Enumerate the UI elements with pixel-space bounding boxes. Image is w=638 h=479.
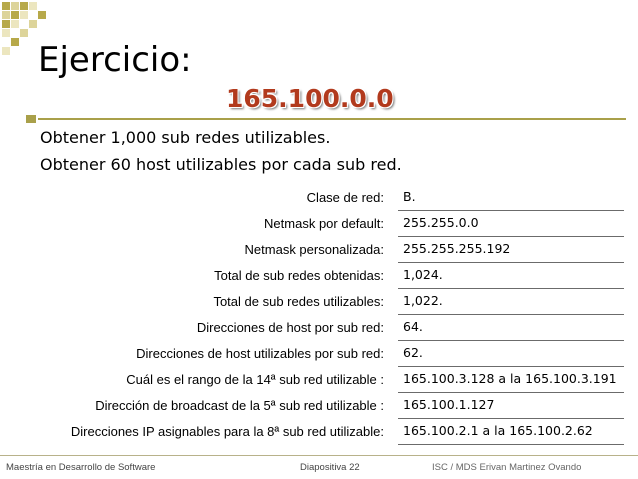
footer-course: Maestría en Desarrollo de Software	[6, 462, 156, 473]
instruction-line-2: Obtener 60 host utilizables por cada sub red.	[40, 155, 402, 174]
row-underline	[398, 288, 624, 289]
row-underline	[398, 366, 624, 367]
row-value: B.	[403, 189, 416, 204]
answer-row	[0, 316, 638, 342]
row-value: 62.	[403, 345, 423, 360]
row-underline	[398, 392, 624, 393]
row-value: 165.100.2.1 a la 165.100.2.62	[403, 423, 593, 438]
row-value: 165.100.3.128 a la 165.100.3.191	[403, 371, 617, 386]
answer-row	[0, 290, 638, 316]
row-value: 165.100.1.127	[403, 397, 495, 412]
answer-row	[0, 368, 638, 394]
title-rule-marker	[26, 115, 36, 123]
answer-row	[0, 394, 638, 420]
row-value: 255.255.255.192	[403, 241, 511, 256]
row-label: Clase de red:	[306, 190, 384, 205]
row-underline	[398, 262, 624, 263]
row-value: 64.	[403, 319, 423, 334]
row-label: Netmask por default:	[264, 216, 384, 231]
row-label: Netmask personalizada:	[244, 242, 384, 257]
row-underline	[398, 314, 624, 315]
answer-row	[0, 238, 638, 264]
answer-row	[0, 342, 638, 368]
answer-row	[0, 264, 638, 290]
answer-row	[0, 420, 638, 446]
row-underline	[398, 444, 624, 445]
row-label: Direcciones de host utilizables por sub red:	[136, 346, 384, 361]
row-label: Direcciones IP asignables para la 8ª sub red utilizable:	[70, 424, 384, 439]
row-label: Cuál es el rango de la 14ª sub red utilizable :	[126, 372, 384, 387]
row-label: Direcciones de host por sub red:	[196, 320, 384, 335]
slide-title: Ejercicio:	[38, 40, 192, 80]
title-divider	[38, 118, 626, 120]
row-value: 1,024.	[403, 267, 443, 282]
row-value: 1,022.	[403, 293, 443, 308]
ip-address-heading: 165.100.0.0	[226, 84, 394, 113]
row-label: Dirección de broadcast de la 5ª sub red utilizable :	[95, 398, 384, 413]
row-underline	[398, 210, 624, 211]
footer-divider	[0, 455, 638, 456]
row-underline	[398, 418, 624, 419]
row-label: Total de sub redes utilizables:	[213, 294, 384, 309]
answer-row	[0, 186, 638, 212]
instruction-line-1: Obtener 1,000 sub redes utilizables.	[40, 128, 331, 147]
answer-table	[0, 186, 638, 446]
row-value: 255.255.0.0	[403, 215, 479, 230]
row-underline	[398, 236, 624, 237]
footer-author: ISC / MDS Erivan Martinez Ovando	[432, 462, 582, 473]
row-label: Total de sub redes obtenidas:	[214, 268, 384, 283]
answer-row	[0, 212, 638, 238]
footer-slide-number: Diapositiva 22	[300, 462, 360, 473]
row-underline	[398, 340, 624, 341]
